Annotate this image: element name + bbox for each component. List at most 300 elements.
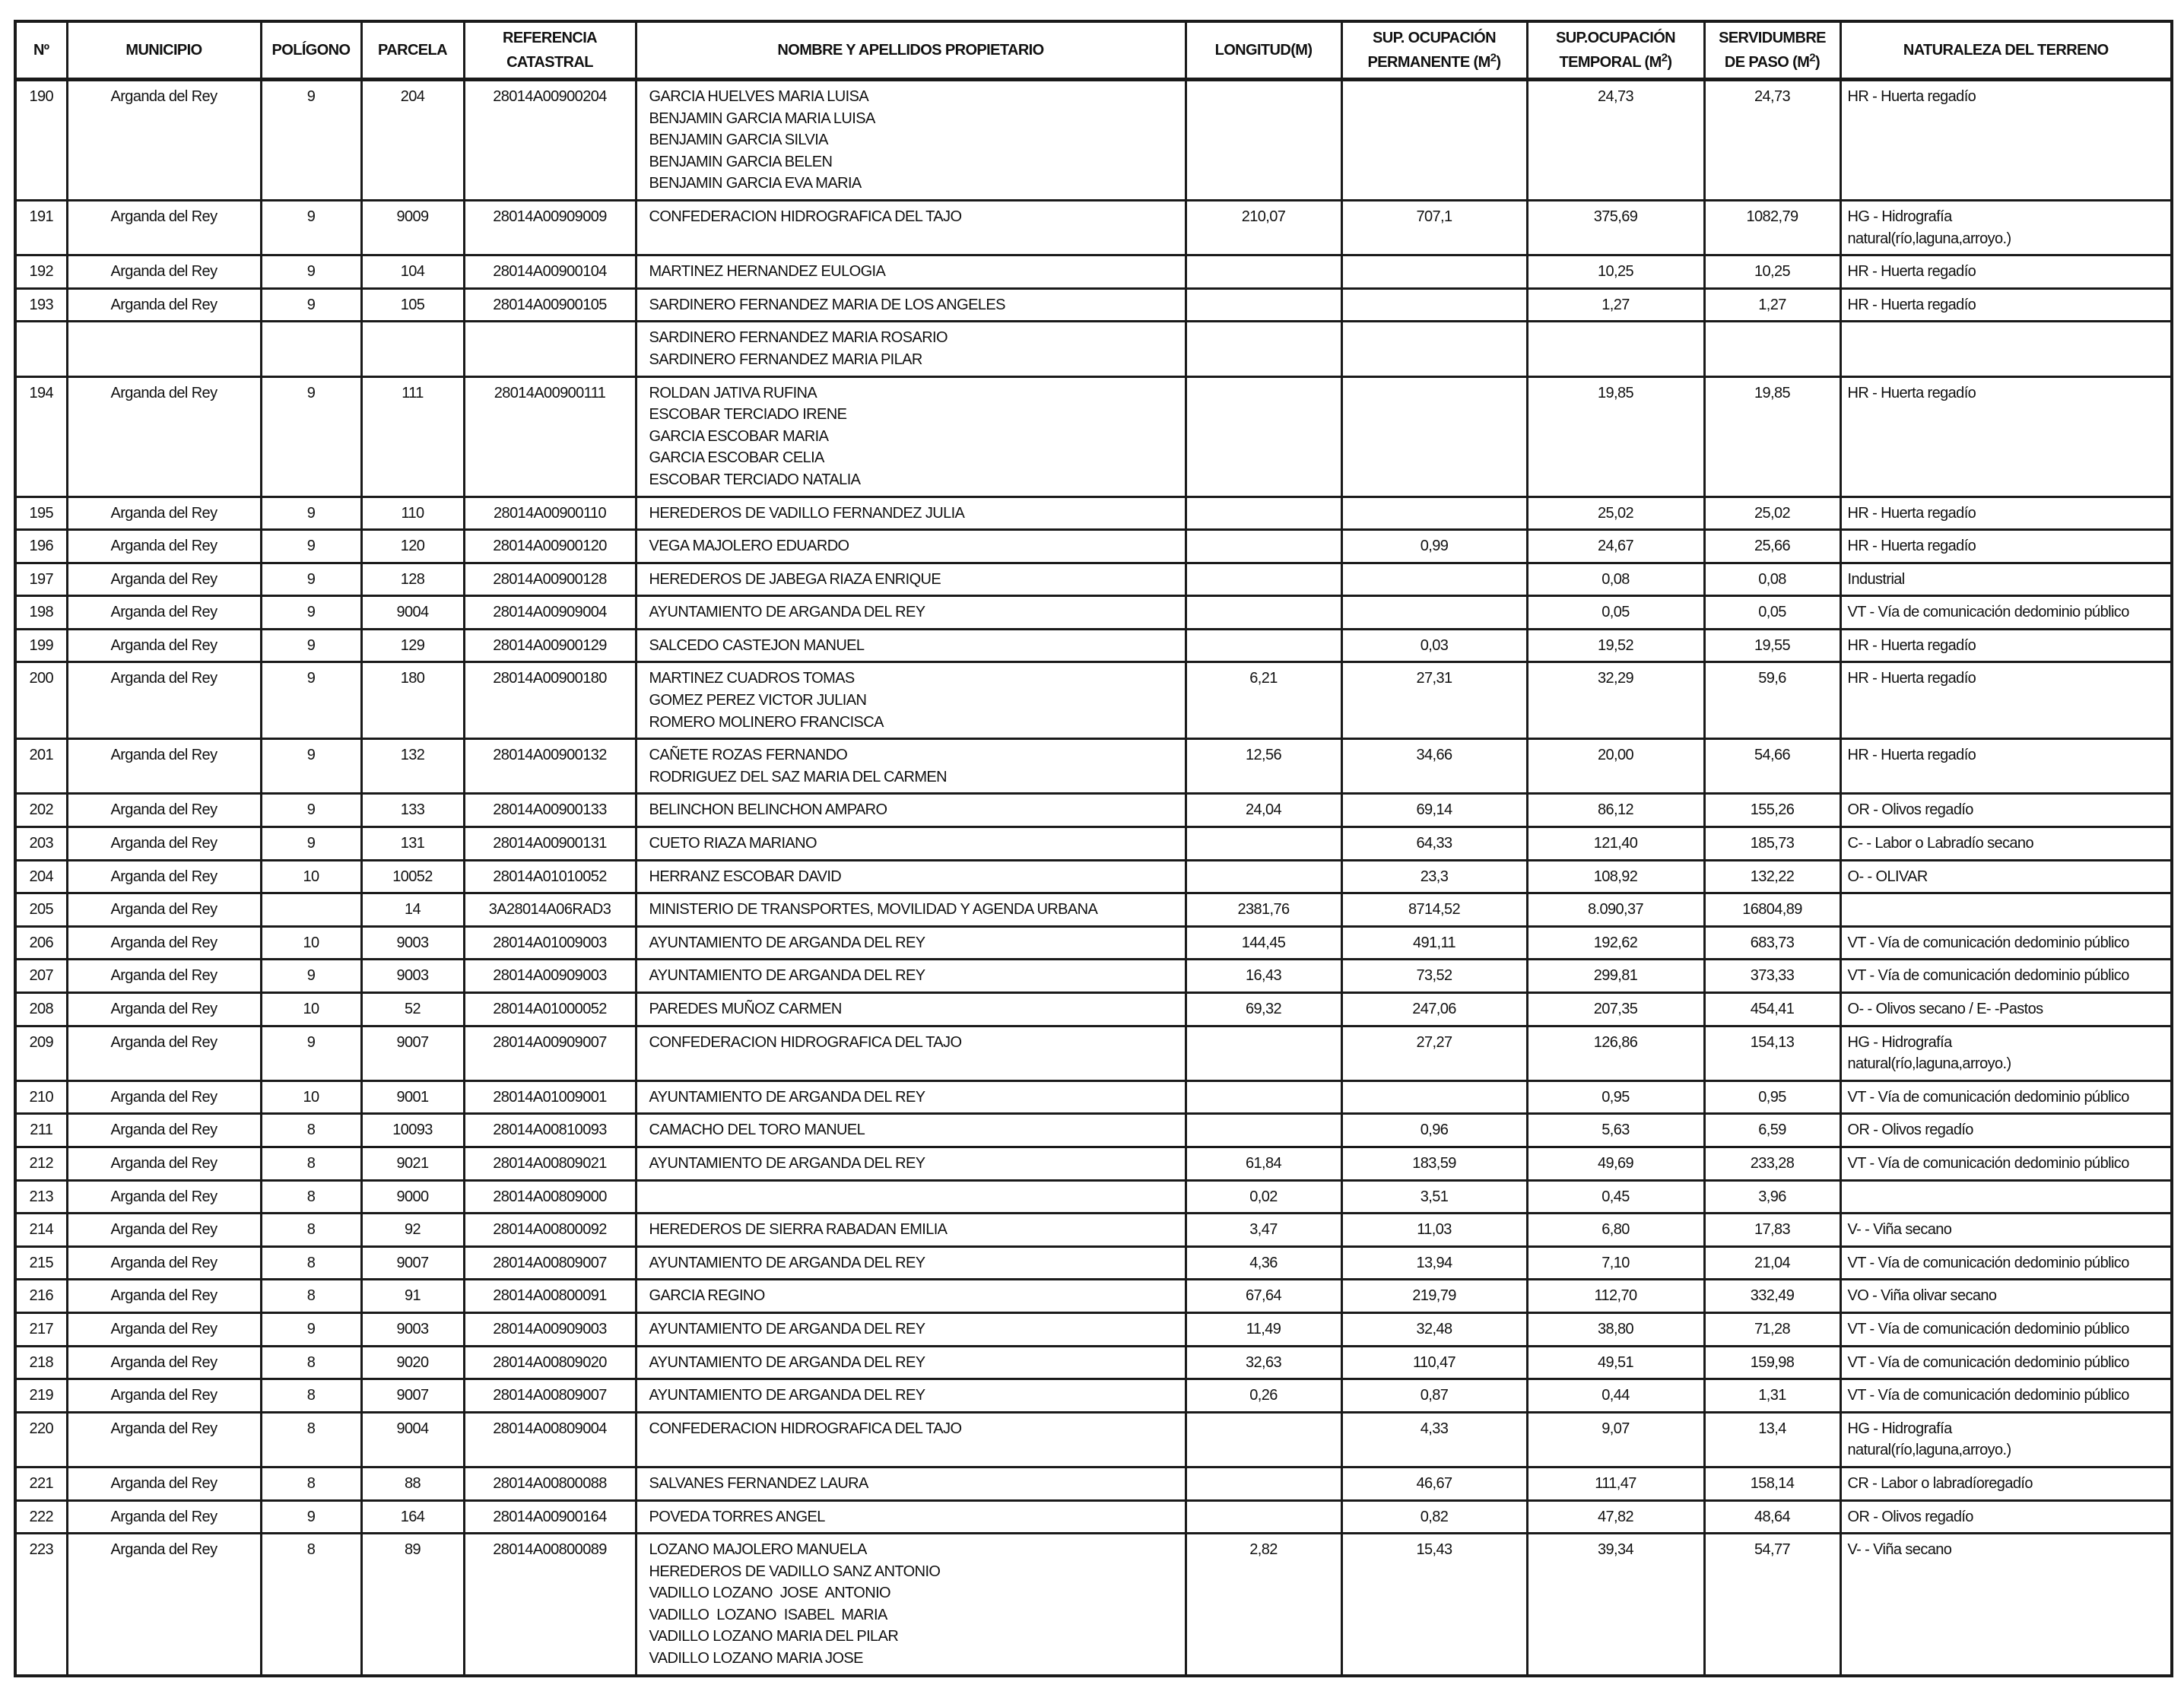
cell-num: 211 [15,1114,67,1147]
table-row [15,1412,2172,1467]
cell-referencia: 28014A00909003 [464,1312,636,1346]
cell-num: 196 [15,530,67,563]
paren: ) [1815,54,1821,71]
cell-sup-temporal: 8.090,37 [1527,893,1704,927]
owner-name: SALVANES FERNANDEZ LAURA [649,1474,868,1492]
cell-num: 191 [15,200,67,255]
cell-naturaleza [1840,530,2172,563]
cell-servidumbre: 71,28 [1704,1312,1840,1346]
cell-sup-permanente: 491,11 [1341,926,1527,960]
owner-name: AYUNTAMIENTO DE ARGANDA DEL REY [649,934,925,951]
cell-servidumbre: 373,33 [1704,960,1840,993]
cell-servidumbre: 233,28 [1704,1147,1840,1180]
cell-referencia: 28014A00900204 [464,80,636,201]
cell-referencia: 28014A00900111 [464,376,636,497]
cell-sup-temporal: 19,52 [1527,629,1704,662]
cell-municipio: Arganda del Rey [67,1412,261,1467]
cell-servidumbre: 0,08 [1704,563,1840,596]
superscript: 2 [1661,51,1668,65]
cell-parcela: 14 [361,893,464,927]
cell-parcela: 9004 [361,596,464,630]
cell-sup-permanente: 110,47 [1341,1346,1527,1379]
cell-municipio: Arganda del Rey [67,1534,261,1676]
land-type: VT - Vía de comunicación dedominio público [1847,934,2129,951]
cell-sup-permanente: 707,1 [1341,200,1527,255]
cell-referencia: 28014A01009001 [464,1080,636,1114]
cell-servidumbre: 3,96 [1704,1180,1840,1214]
land-type: VT - Vía de comunicación dedominio público [1847,1353,2129,1371]
cell-sup-permanente: 32,48 [1341,1312,1527,1346]
table-row [15,1534,2172,1676]
cell-sup-temporal: 24,67 [1527,530,1704,563]
owner-name: BENJAMIN GARCIA SILVIA [649,132,828,149]
owner-name: CUETO RIAZA MARIANO [649,835,817,852]
cell-naturaleza [1840,860,2172,893]
cell-propietario [636,1346,1186,1379]
cell-parcela: 91 [361,1280,464,1313]
cell-longitud: 67,64 [1186,1280,1341,1313]
cell-parcela: 52 [361,993,464,1026]
cell-propietario [636,926,1186,960]
cell-servidumbre: 332,49 [1704,1280,1840,1313]
owner-name: RODRIGUEZ DEL SAZ MARIA DEL CARMEN [649,768,948,785]
cell-propietario [636,993,1186,1026]
table-row [15,794,2172,827]
owner-name: GARCIA HUELVES MARIA LUISA [649,88,869,105]
cell-naturaleza [1840,497,2172,530]
cell-referencia: 28014A00909007 [464,1026,636,1080]
table-row [15,376,2172,497]
cell-sup-temporal: 9,07 [1527,1412,1704,1467]
cell-naturaleza [1840,893,2172,927]
cell-municipio: Arganda del Rey [67,563,261,596]
table-row [15,1346,2172,1379]
cell-naturaleza [1840,80,2172,201]
owner-name: MARTINEZ CUADROS TOMAS [649,670,855,687]
table-row [15,255,2172,289]
cell-longitud: 144,45 [1186,926,1341,960]
cell-sup-permanente: 3,51 [1341,1180,1527,1214]
cell-naturaleza [1840,1534,2172,1676]
cell-naturaleza [1840,1080,2172,1114]
owner-name: BENJAMIN GARCIA BELEN [649,153,833,170]
cell-sup-temporal: 25,02 [1527,497,1704,530]
cell-sup-temporal: 38,80 [1527,1312,1704,1346]
cell-poligono: 8 [261,1214,361,1247]
cell-poligono: 10 [261,860,361,893]
table-row [15,629,2172,662]
owner-name: PAREDES MUÑOZ CARMEN [649,1001,842,1017]
cell-parcela: 164 [361,1500,464,1534]
cell-municipio: Arganda del Rey [67,530,261,563]
cell-referencia: 28014A00900180 [464,662,636,739]
cell-propietario [636,1534,1186,1676]
owner-name: AYUNTAMIENTO DE ARGANDA DEL REY [649,1088,925,1106]
cell-parcela: 129 [361,629,464,662]
cell-sup-permanente: 0,96 [1341,1114,1527,1147]
cell-poligono: 10 [261,1080,361,1114]
cell-parcela [361,322,464,376]
cell-num: 197 [15,563,67,596]
table-row [15,662,2172,739]
header-temp-line2 [1532,50,1700,75]
cell-referencia: 28014A00900133 [464,794,636,827]
cell-poligono: 8 [261,1467,361,1500]
cell-referencia: 28014A00810093 [464,1114,636,1147]
land-type: VT - Vía de comunicación dedominio público [1847,1154,2129,1172]
cell-parcela: 89 [361,1534,464,1676]
table-row [15,200,2172,255]
cell-naturaleza [1840,1312,2172,1346]
cell-num: 215 [15,1246,67,1280]
cell-sup-permanente: 23,3 [1341,860,1527,893]
cell-municipio: Arganda del Rey [67,794,261,827]
cell-sup-temporal: 6,80 [1527,1214,1704,1247]
land-type: HG - Hidrografía [1847,1033,1952,1051]
cell-sup-permanente [1341,596,1527,630]
cell-propietario [636,1412,1186,1467]
header-nombre: NOMBRE Y APELLIDOS PROPIETARIO [636,21,1186,80]
owner-name: GOMEZ PEREZ VICTOR JULIAN [649,692,867,709]
cell-referencia: 28014A00809004 [464,1412,636,1467]
cell-referencia: 28014A00909004 [464,596,636,630]
cell-longitud: 16,43 [1186,960,1341,993]
cell-parcela: 10052 [361,860,464,893]
cell-referencia: 28014A00909009 [464,200,636,255]
cell-sup-temporal [1527,322,1704,376]
cell-naturaleza [1840,1379,2172,1413]
cell-parcela: 9003 [361,1312,464,1346]
cell-sup-permanente: 247,06 [1341,993,1527,1026]
cell-propietario [636,322,1186,376]
cell-poligono: 9 [261,530,361,563]
cell-propietario [636,1114,1186,1147]
cell-longitud [1186,1114,1341,1147]
header-servidumbre [1704,21,1840,80]
owner-name: VADILLO LOZANO JOSE ANTONIO [649,1585,891,1602]
header-serv-label: DE PASO (M [1724,54,1810,71]
land-type: HR - Huerta regadío [1847,88,1976,105]
cell-propietario [636,376,1186,497]
expropriation-table [14,20,2173,1677]
cell-num: 221 [15,1467,67,1500]
cell-poligono [261,893,361,927]
header-num: Nº [15,21,67,80]
cell-municipio: Arganda del Rey [67,200,261,255]
header-perm-line2 [1346,50,1523,75]
cell-sup-temporal: 19,85 [1527,376,1704,497]
cell-num: 200 [15,662,67,739]
cell-sup-temporal: 0,44 [1527,1379,1704,1413]
land-type: VO - Viña olivar secano [1847,1287,1997,1305]
cell-municipio: Arganda del Rey [67,926,261,960]
cell-num: 198 [15,596,67,630]
owner-name: CONFEDERACION HIDROGRAFICA DEL TAJO [649,208,962,225]
owner-name: BELINCHON BELINCHON AMPARO [649,801,887,819]
cell-sup-permanente: 8714,52 [1341,893,1527,927]
cell-poligono: 9 [261,563,361,596]
cell-parcela: 9004 [361,1412,464,1467]
cell-propietario [636,80,1186,201]
cell-longitud: 69,32 [1186,993,1341,1026]
cell-municipio: Arganda del Rey [67,80,261,201]
cell-longitud [1186,563,1341,596]
cell-poligono: 10 [261,993,361,1026]
cell-municipio: Arganda del Rey [67,596,261,630]
cell-poligono: 8 [261,1412,361,1467]
cell-servidumbre: 21,04 [1704,1246,1840,1280]
table-row [15,80,2172,201]
cell-referencia: 28014A00809007 [464,1379,636,1413]
cell-propietario [636,497,1186,530]
cell-propietario [636,1026,1186,1080]
cell-propietario [636,860,1186,893]
cell-sup-temporal: 0,95 [1527,1080,1704,1114]
cell-poligono [261,322,361,376]
cell-sup-temporal: 108,92 [1527,860,1704,893]
cell-naturaleza [1840,1280,2172,1313]
cell-poligono: 9 [261,629,361,662]
cell-sup-temporal: 0,45 [1527,1180,1704,1214]
owner-name: AYUNTAMIENTO DE ARGANDA DEL REY [649,1254,925,1271]
cell-propietario [636,200,1186,255]
cell-naturaleza [1840,200,2172,255]
cell-sup-permanente [1341,80,1527,201]
cell-municipio: Arganda del Rey [67,993,261,1026]
cell-poligono: 8 [261,1346,361,1379]
cell-poligono: 9 [261,596,361,630]
cell-servidumbre: 59,6 [1704,662,1840,739]
owner-name: AYUNTAMIENTO DE ARGANDA DEL REY [649,1353,925,1371]
cell-sup-permanente [1341,255,1527,289]
cell-referencia: 28014A01010052 [464,860,636,893]
owner-name: GARCIA ESCOBAR CELIA [649,449,824,467]
cell-servidumbre: 1082,79 [1704,200,1840,255]
cell-referencia: 28014A00900105 [464,288,636,322]
cell-propietario [636,1467,1186,1500]
cell-municipio: Arganda del Rey [67,255,261,289]
cell-num: 195 [15,497,67,530]
land-type: VT - Vía de comunicación dedominio público [1847,1387,2129,1404]
cell-sup-permanente: 0,87 [1341,1379,1527,1413]
cell-num: 193 [15,288,67,322]
cell-municipio: Arganda del Rey [67,1246,261,1280]
cell-naturaleza [1840,960,2172,993]
land-type: natural(río,laguna,arroyo.) [1847,1055,2011,1073]
cell-num: 194 [15,376,67,497]
cell-poligono: 9 [261,1026,361,1080]
owner-name: VADILLO LOZANO ISABEL MARIA [649,1606,887,1623]
cell-municipio: Arganda del Rey [67,827,261,861]
cell-propietario [636,1246,1186,1280]
land-type: HG - Hidrografía [1847,208,1952,225]
cell-propietario [636,960,1186,993]
cell-sup-permanente [1341,376,1527,497]
cell-propietario [636,530,1186,563]
cell-sup-permanente [1341,1080,1527,1114]
cell-sup-permanente: 183,59 [1341,1147,1527,1180]
land-type: natural(río,laguna,arroyo.) [1847,230,2011,247]
cell-num: 217 [15,1312,67,1346]
cell-municipio: Arganda del Rey [67,662,261,739]
cell-servidumbre: 185,73 [1704,827,1840,861]
owner-name: CONFEDERACION HIDROGRAFICA DEL TAJO [649,1420,962,1437]
cell-servidumbre: 454,41 [1704,993,1840,1026]
cell-longitud [1186,1026,1341,1080]
cell-servidumbre: 19,85 [1704,376,1840,497]
owner-name: GARCIA REGINO [649,1287,765,1305]
cell-longitud: 4,36 [1186,1246,1341,1280]
cell-longitud: 12,56 [1186,739,1341,794]
cell-poligono: 9 [261,1500,361,1534]
cell-longitud: 0,02 [1186,1180,1341,1214]
owner-name: SALCEDO CASTEJON MANUEL [649,636,865,654]
cell-poligono: 9 [261,794,361,827]
cell-propietario [636,739,1186,794]
cell-sup-temporal: 5,63 [1527,1114,1704,1147]
header-serv-line2 [1709,50,1836,75]
land-type: VT - Vía de comunicación dedominio público [1847,967,2129,985]
header-municipio: MUNICIPIO [67,21,261,80]
cell-referencia: 28014A00900164 [464,1500,636,1534]
cell-longitud: 2381,76 [1186,893,1341,927]
cell-servidumbre: 10,25 [1704,255,1840,289]
table-body [15,80,2172,1676]
cell-num [15,322,67,376]
cell-sup-temporal: 49,51 [1527,1346,1704,1379]
land-type: VT - Vía de comunicación dedominio público [1847,1088,2129,1106]
table-row [15,1147,2172,1180]
header-perm-label: PERMANENTE (M [1367,54,1490,71]
cell-servidumbre: 54,66 [1704,739,1840,794]
paren: ) [1667,54,1672,71]
land-type: HR - Huerta regadío [1847,670,1976,687]
cell-servidumbre: 24,73 [1704,80,1840,201]
cell-parcela: 9007 [361,1246,464,1280]
owner-name: BENJAMIN GARCIA MARIA LUISA [649,109,875,127]
cell-naturaleza [1840,926,2172,960]
cell-naturaleza [1840,662,2172,739]
owner-name: ROMERO MOLINERO FRANCISCA [649,713,884,731]
cell-longitud [1186,827,1341,861]
cell-poligono: 8 [261,1147,361,1180]
cell-referencia: 28014A00900131 [464,827,636,861]
cell-sup-temporal: 7,10 [1527,1246,1704,1280]
cell-sup-temporal: 32,29 [1527,662,1704,739]
cell-referencia: 28014A00909003 [464,960,636,993]
cell-servidumbre: 158,14 [1704,1467,1840,1500]
cell-sup-temporal: 20,00 [1527,739,1704,794]
cell-servidumbre: 683,73 [1704,926,1840,960]
cell-municipio: Arganda del Rey [67,1467,261,1500]
table-row [15,322,2172,376]
cell-servidumbre: 16804,89 [1704,893,1840,927]
cell-num: 204 [15,860,67,893]
cell-referencia: 28014A00809021 [464,1147,636,1180]
cell-parcela: 9001 [361,1080,464,1114]
land-type: natural(río,laguna,arroyo.) [1847,1442,2011,1459]
cell-num: 223 [15,1534,67,1676]
cell-sup-permanente: 27,31 [1341,662,1527,739]
cell-parcela: 131 [361,827,464,861]
table-row [15,1467,2172,1500]
cell-servidumbre: 1,27 [1704,288,1840,322]
cell-referencia [464,322,636,376]
cell-referencia: 28014A00809000 [464,1180,636,1214]
cell-municipio: Arganda del Rey [67,860,261,893]
owner-name: VEGA MAJOLERO EDUARDO [649,538,849,555]
table-row [15,1080,2172,1114]
cell-municipio: Arganda del Rey [67,1214,261,1247]
table-row [15,1379,2172,1413]
cell-sup-temporal: 39,34 [1527,1534,1704,1676]
land-type: O- - OLIVAR [1847,868,1928,885]
cell-parcela: 132 [361,739,464,794]
cell-propietario [636,1080,1186,1114]
cell-longitud: 0,26 [1186,1379,1341,1413]
owner-name: ESCOBAR TERCIADO IRENE [649,406,847,424]
cell-sup-permanente [1341,288,1527,322]
owner-name: SARDINERO FERNANDEZ MARIA PILAR [649,351,922,368]
cell-sup-temporal: 1,27 [1527,288,1704,322]
table-header [15,21,2172,80]
cell-num: 203 [15,827,67,861]
cell-servidumbre: 25,66 [1704,530,1840,563]
land-type: HR - Huerta regadío [1847,538,1976,555]
cell-municipio: Arganda del Rey [67,1500,261,1534]
cell-num: 220 [15,1412,67,1467]
cell-parcela: 88 [361,1467,464,1500]
cell-parcela: 92 [361,1214,464,1247]
cell-municipio: Arganda del Rey [67,1114,261,1147]
cell-num: 219 [15,1379,67,1413]
cell-longitud [1186,1500,1341,1534]
header-longitud: LONGITUD(M) [1186,21,1341,80]
cell-longitud [1186,629,1341,662]
table-row [15,563,2172,596]
cell-parcela: 110 [361,497,464,530]
cell-sup-permanente: 11,03 [1341,1214,1527,1247]
cell-propietario [636,827,1186,861]
cell-num: 205 [15,893,67,927]
table-row [15,1246,2172,1280]
cell-naturaleza [1840,827,2172,861]
cell-poligono: 9 [261,960,361,993]
cell-propietario [636,255,1186,289]
owner-name: CONFEDERACION HIDROGRAFICA DEL TAJO [649,1033,962,1051]
land-type: V- - Viña secano [1847,1221,1952,1239]
owner-name: HEREDEROS DE SIERRA RABADAN EMILIA [649,1221,948,1239]
cell-naturaleza [1840,288,2172,322]
cell-sup-temporal: 112,70 [1527,1280,1704,1313]
header-referencia-line2: CATASTRAL [506,54,593,71]
cell-parcela: 9000 [361,1180,464,1214]
owner-name: HEREDEROS DE VADILLO FERNANDEZ JULIA [649,504,965,522]
cell-num: 201 [15,739,67,794]
cell-naturaleza [1840,794,2172,827]
cell-naturaleza [1840,1412,2172,1467]
cell-poligono: 8 [261,1379,361,1413]
cell-municipio: Arganda del Rey [67,376,261,497]
cell-num: 212 [15,1147,67,1180]
header-sup-permanente [1341,21,1527,80]
cell-sup-temporal: 0,08 [1527,563,1704,596]
cell-poligono: 8 [261,1280,361,1313]
cell-parcela: 9003 [361,960,464,993]
cell-municipio: Arganda del Rey [67,629,261,662]
cell-municipio: Arganda del Rey [67,1280,261,1313]
cell-parcela: 204 [361,80,464,201]
